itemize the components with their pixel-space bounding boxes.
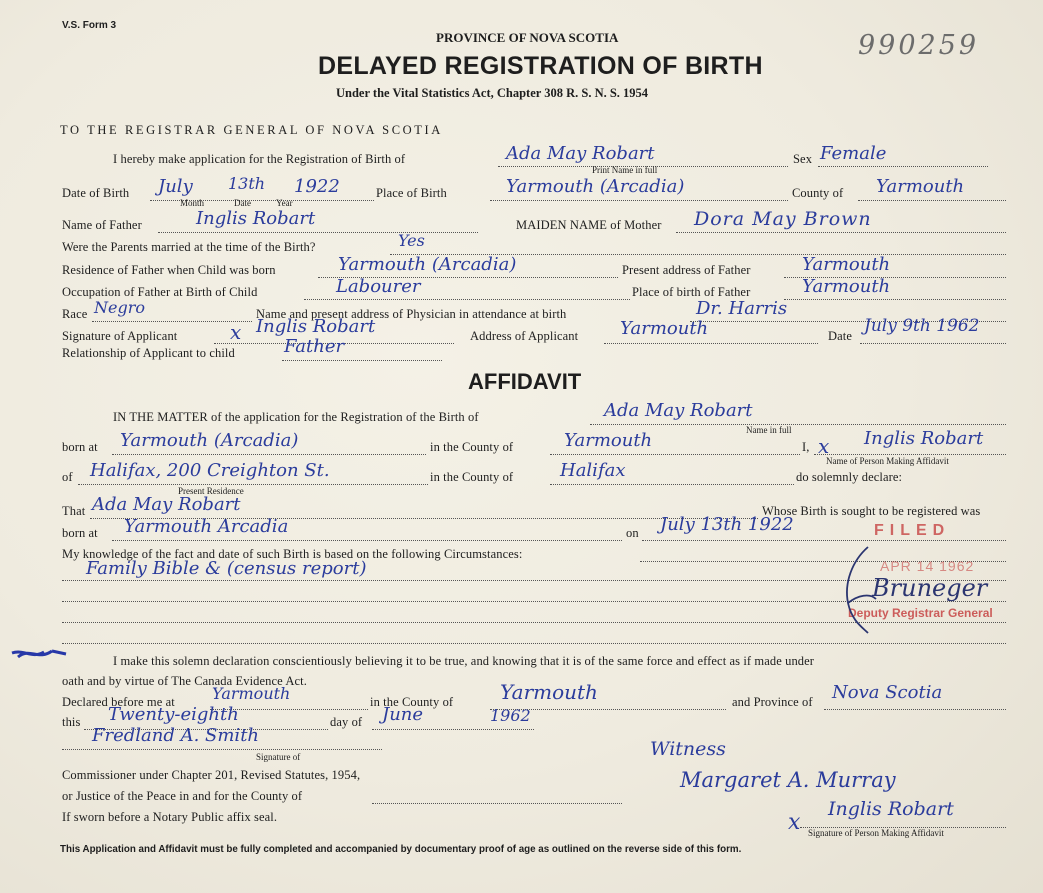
month-value: June xyxy=(382,704,424,725)
knowledge-label: My knowledge of the fact and date of such Birth is based on the following Circumstances: xyxy=(62,547,523,561)
relationship-value: Father xyxy=(284,336,345,357)
mother-maiden-line xyxy=(676,232,1006,233)
registrar-signature: Bruneger xyxy=(872,574,988,602)
father-residence-label: Residence of Father when Child was born xyxy=(62,263,276,277)
applicant-signature-value: Inglis Robart xyxy=(256,316,376,337)
of-label: of xyxy=(62,470,73,484)
father-occupation-value: Labourer xyxy=(336,276,421,297)
year-value: 1962 xyxy=(490,706,531,725)
affiant-caption: Name of Person Making Affidavit xyxy=(826,456,949,466)
parents-married-label: Were the Parents married at the time of the Birth? xyxy=(62,240,316,254)
solemn-declaration-line-2: oath and by virtue of The Canada Evidence Act. xyxy=(62,674,307,688)
sex-line xyxy=(818,166,988,167)
month-caption: Month xyxy=(180,198,205,208)
witness-name: Margaret A. Murray xyxy=(680,768,896,792)
declared-county-value: Yarmouth xyxy=(500,680,598,704)
sex-label: Sex xyxy=(793,152,813,166)
day-value: Twenty-eighth xyxy=(108,704,239,725)
circumstances-value: Family Bible & (census report) xyxy=(86,558,367,579)
mother-maiden-value: Dora May Brown xyxy=(694,208,872,230)
commissioner-line: Commissioner under Chapter 201, Revised Statutes, 1954, xyxy=(62,768,361,782)
father-birthplace-line xyxy=(784,299,1006,300)
declared-at-value: Yarmouth xyxy=(212,684,291,703)
commissioner-signature-line xyxy=(62,749,382,750)
residence-line xyxy=(78,484,428,485)
province-line xyxy=(824,709,1006,710)
commissioner-signature-value: Fredland A. Smith xyxy=(92,725,260,746)
province-header: PROVINCE OF NOVA SCOTIA xyxy=(436,30,619,45)
province-label: and Province of xyxy=(732,695,813,709)
form-id: V.S. Form 3 xyxy=(62,20,117,31)
race-line xyxy=(92,321,252,322)
residence-caption: Present Residence xyxy=(178,486,244,496)
born-at2-label: born at xyxy=(62,526,98,540)
addressee: TO THE REGISTRAR GENERAL OF NOVA SCOTIA xyxy=(60,123,443,137)
print-name-caption: Print Name in full xyxy=(592,165,658,175)
province-value: Nova Scotia xyxy=(832,682,943,703)
born-on-value: July 13th 1922 xyxy=(660,514,794,535)
affiant-line xyxy=(814,454,1006,455)
affiant-signature-x-mark: x xyxy=(788,810,801,835)
registrar-title: Deputy Registrar General xyxy=(848,606,993,620)
day-of-label: day of xyxy=(330,715,363,729)
residence-county-line xyxy=(550,484,794,485)
in-county-line xyxy=(550,454,800,455)
justice-county-line xyxy=(372,803,622,804)
intro-label: I hereby make application for the Registration of Birth of xyxy=(113,152,406,166)
father-occupation-line xyxy=(304,299,630,300)
race-value: Negro xyxy=(94,298,145,317)
footer-note: This Application and Affidavit must be fully completed and accompanied by documentary proof of age as outlined on the reverse side of this form. xyxy=(60,844,742,855)
solemn-declaration-line-1: I make this solemn declaration conscientiously believing it to be true, and knowing that it is of the same force and effect as if made under xyxy=(113,654,815,668)
father-residence-value: Yarmouth (Arcadia) xyxy=(338,254,517,275)
circumstances-line-4 xyxy=(62,643,1006,644)
child-name-value: Ada May Robart xyxy=(506,143,655,164)
physician-value: Dr. Harris xyxy=(696,298,788,319)
that-value: Ada May Robart xyxy=(92,494,241,515)
applicant-address-line xyxy=(604,343,818,344)
relationship-label: Relationship of Applicant to child xyxy=(62,346,235,360)
this-label: this xyxy=(62,715,81,729)
father-occupation-label: Occupation of Father at Birth of Child xyxy=(62,285,258,299)
father-birthplace-value: Yarmouth xyxy=(802,276,891,297)
affiant-signature-caption: Signature of Person Making Affidavit xyxy=(808,828,944,838)
page-title: DELAYED REGISTRATION OF BIRTH xyxy=(318,52,763,80)
pen-arrow-mark xyxy=(8,643,70,665)
born-at2-value: Yarmouth Arcadia xyxy=(124,516,289,537)
residence-county-value: Halifax xyxy=(560,460,626,481)
date-caption: Date xyxy=(234,198,251,208)
born-at2-line xyxy=(112,540,622,541)
mother-maiden-label: MAIDEN NAME of Mother xyxy=(516,218,662,232)
declared-county-label: in the County of xyxy=(370,695,454,709)
applicant-x-mark: x xyxy=(230,320,242,344)
place-of-birth-line xyxy=(490,200,788,201)
month-line xyxy=(372,729,534,730)
county-value: Yarmouth xyxy=(876,176,965,197)
affidavit-heading: AFFIDAVIT xyxy=(468,369,582,394)
affidavit-child-value: Ada May Robart xyxy=(604,400,753,421)
declared-label: Declared before me at xyxy=(62,695,175,709)
declare-label: do solemnly declare: xyxy=(796,470,903,484)
on-label: on xyxy=(626,526,639,540)
born-at-line xyxy=(112,454,426,455)
place-of-birth-value: Yarmouth (Arcadia) xyxy=(506,176,685,197)
father-present-address-value: Yarmouth xyxy=(802,254,891,275)
physician-label: Name and present address of Physician in attendance at birth xyxy=(256,307,567,321)
notary-line: If sworn before a Notary Public affix seal. xyxy=(62,810,278,824)
serial-number: 990259 xyxy=(858,30,980,61)
county-line xyxy=(858,200,1006,201)
filed-stamp: FILED xyxy=(874,522,951,539)
affidavit-matter-label: IN THE MATTER of the application for the Registration of the Birth of xyxy=(113,410,479,424)
race-label: Race xyxy=(62,307,88,321)
filed-stamp-date: APR 14 1962 xyxy=(880,558,975,574)
father-name-label: Name of Father xyxy=(62,218,142,232)
dob-year-value: 1922 xyxy=(294,176,340,197)
justice-line: or Justice of the Peace in and for the County of xyxy=(62,789,303,803)
affidavit-child-line xyxy=(590,424,1006,425)
born-at-value: Yarmouth (Arcadia) xyxy=(120,430,299,451)
that-label: That xyxy=(62,504,86,518)
in-county-label: in the County of xyxy=(430,440,514,454)
year-caption: Year xyxy=(276,198,293,208)
relationship-line xyxy=(282,360,442,361)
affiant-value: Inglis Robart xyxy=(864,428,984,449)
born-at-label: born at xyxy=(62,440,98,454)
date-applied-line xyxy=(860,343,1006,344)
applicant-address-label: Address of Applicant xyxy=(470,329,579,343)
whose-birth-label: Whose Birth is sought to be registered was xyxy=(762,504,981,518)
residence-value: Halifax, 200 Creighton St. xyxy=(90,460,330,481)
i-label: I, xyxy=(802,440,810,454)
registrar-flourish xyxy=(838,543,878,637)
father-name-value: Inglis Robart xyxy=(196,208,316,229)
father-name-line xyxy=(158,232,478,233)
dob-month-value: July xyxy=(158,176,193,197)
born-on-line xyxy=(642,540,1006,541)
dob-day-value: 13th xyxy=(228,174,266,193)
parents-married-value: Yes xyxy=(398,231,425,250)
affiant-x-mark: x xyxy=(818,434,830,458)
affiant-signature-value: Inglis Robart xyxy=(828,798,954,820)
witness-label: Witness xyxy=(650,738,726,760)
place-of-birth-label: Place of Birth xyxy=(376,186,447,200)
sex-value: Female xyxy=(820,143,887,164)
residence-county-label: in the County of xyxy=(430,470,514,484)
county-label: County of xyxy=(792,186,844,200)
signature-of-caption: Signature of xyxy=(256,752,301,762)
applicant-address-value: Yarmouth xyxy=(620,318,709,339)
dob-label: Date of Birth xyxy=(62,186,130,200)
father-birthplace-label: Place of birth of Father xyxy=(632,285,751,299)
page-subtitle: Under the Vital Statistics Act, Chapter 308 R. S. N. S. 1954 xyxy=(336,86,649,100)
date-applied-label: Date xyxy=(828,329,852,343)
in-county-value: Yarmouth xyxy=(564,430,653,451)
date-applied-value: July 9th 1962 xyxy=(864,316,980,336)
name-in-full-caption: Name in full xyxy=(746,425,792,435)
applicant-signature-label: Signature of Applicant xyxy=(62,329,178,343)
father-present-address-label: Present address of Father xyxy=(622,263,751,277)
